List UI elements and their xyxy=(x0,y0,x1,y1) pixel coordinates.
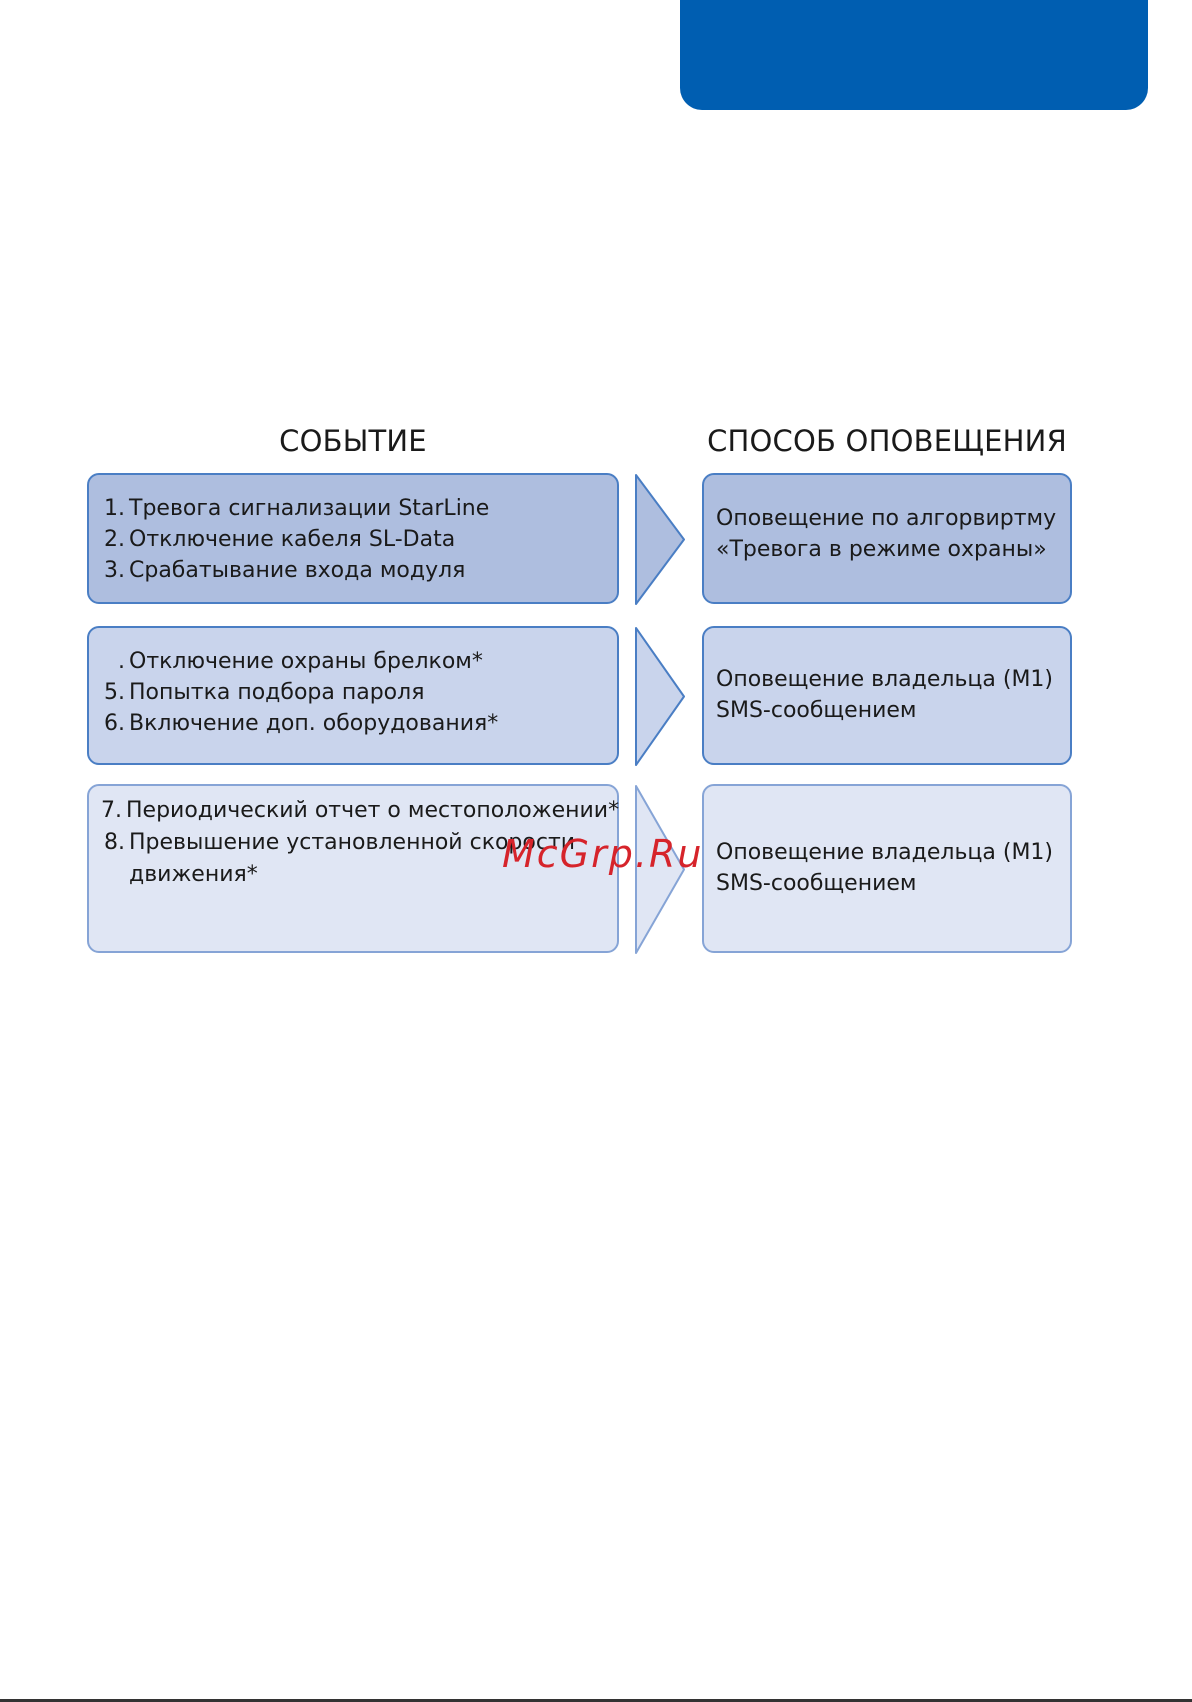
event-number: 5. xyxy=(104,680,125,705)
event-text: Периодический отчет о местоположении* xyxy=(126,798,620,823)
method-line: Оповещение владельца (М1) xyxy=(716,667,1054,692)
method-box-3 xyxy=(702,784,1072,953)
watermark-text: McGrp.Ru xyxy=(502,832,704,876)
method-box-1 xyxy=(702,473,1072,604)
method-line: SMS-сообщением xyxy=(716,871,917,896)
event-text: Превышение установленной скорости xyxy=(129,830,576,855)
event-number: . xyxy=(118,649,125,674)
chevron-right-icon xyxy=(634,626,686,767)
method-line: «Тревога в режиме охраны» xyxy=(716,537,1047,562)
event-box-1 xyxy=(87,473,619,604)
event-number: 8. xyxy=(104,830,125,855)
event-text: Попытка подбора пароля xyxy=(129,680,425,705)
method-line: SMS-сообщением xyxy=(716,698,917,723)
event-number: 7. xyxy=(101,798,122,823)
event-number: 3. xyxy=(104,558,125,583)
event-number: 1. xyxy=(104,496,125,521)
event-column-heading: СОБЫТИЕ xyxy=(279,424,427,458)
event-item xyxy=(101,795,620,827)
method-line: Оповещение по алгорвиртму xyxy=(716,506,1057,531)
event-text: Тревога сигнализации StarLine xyxy=(129,496,490,521)
event-item xyxy=(101,708,605,739)
event-item xyxy=(101,524,605,555)
event-text: Отключение кабеля SL-Data xyxy=(129,527,456,552)
event-box-2 xyxy=(87,626,619,765)
event-item xyxy=(101,555,605,586)
method-box-2 xyxy=(702,626,1072,765)
event-item xyxy=(101,493,605,524)
event-item xyxy=(101,646,605,677)
event-text: Отключение охраны брелком* xyxy=(129,649,483,674)
event-number: 2. xyxy=(104,527,125,552)
event-text: Срабатывание входа модуля xyxy=(129,558,466,583)
method-line: Оповещение владельца (М1) xyxy=(716,840,1054,865)
corner-tab xyxy=(680,0,1148,110)
event-text: Включение доп. оборудования* xyxy=(129,711,499,736)
event-number: 6. xyxy=(104,711,125,736)
chevron-right-icon xyxy=(634,473,686,606)
event-text-continuation: движения* xyxy=(129,862,258,887)
event-item xyxy=(101,677,605,708)
method-column-heading: СПОСОБ ОПОВЕЩЕНИЯ xyxy=(707,424,1067,458)
